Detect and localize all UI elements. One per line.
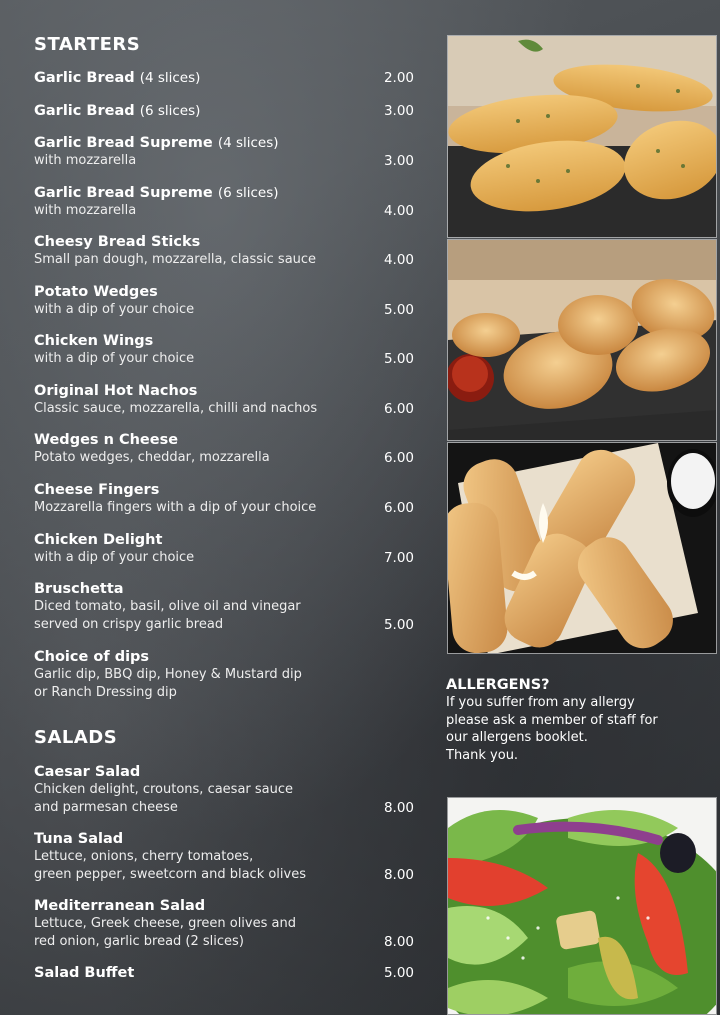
item-description: Diced tomato, basil, olive oil and vinegar	[34, 599, 301, 614]
menu-item-garlic-bread-supreme-6	[34, 185, 414, 220]
item-price: 8.00	[383, 800, 414, 816]
item-description-line2: red onion, garlic bread (2 slices)	[34, 934, 244, 949]
item-description: Small pan dough, mozzarella, classic sauce	[34, 252, 317, 267]
item-description: Lettuce, Greek cheese, green olives and	[34, 916, 296, 931]
allergens-line: please ask a member of staff for	[446, 712, 658, 728]
item-description-line2: or Ranch Dressing dip	[34, 685, 177, 700]
menu-item-garlic-bread-4	[34, 70, 414, 87]
item-note: (6 slices)	[139, 103, 201, 119]
item-name: Bruschetta	[34, 581, 124, 597]
allergens-line: If you suffer from any allergy	[446, 695, 635, 710]
item-price: 5.00	[383, 351, 414, 367]
item-description: with a dip of your choice	[34, 351, 195, 366]
item-description: Chicken delight, croutons, caesar sauce	[34, 782, 294, 797]
item-name: Garlic Bread Supreme	[34, 135, 213, 151]
item-description-line2: green pepper, sweetcorn and black olives	[34, 867, 306, 882]
menu-item-mediterranean-salad	[34, 898, 414, 951]
menu-item-garlic-bread-6	[34, 103, 414, 120]
item-name: Choice of dips	[34, 649, 150, 665]
item-note: (6 slices)	[217, 185, 279, 201]
menu-item-tuna-salad	[34, 831, 414, 884]
item-price: 6.00	[383, 401, 414, 417]
item-description: Lettuce, onions, cherry tomatoes,	[34, 849, 254, 864]
menu-item-garlic-bread-supreme-4	[34, 135, 414, 170]
item-price: 3.00	[383, 103, 414, 119]
item-price: 2.00	[383, 70, 414, 86]
item-description: with mozzarella	[34, 203, 137, 218]
item-name: Mediterranean Salad	[34, 898, 206, 914]
item-name: Chicken Wings	[34, 333, 154, 349]
item-description: with mozzarella	[34, 153, 137, 168]
menu-item-original-hot-nachos	[34, 383, 414, 418]
menu-item-caesar-salad	[34, 764, 414, 817]
starters-heading: STARTERS	[34, 34, 141, 55]
menu-item-choice-of-dips	[34, 649, 414, 702]
item-name: Chicken Delight	[34, 532, 163, 548]
item-description-line2: and parmesan cheese	[34, 800, 178, 815]
menu-item-cheesy-bread-sticks	[34, 234, 414, 269]
item-name: Garlic Bread	[34, 70, 135, 86]
item-price: 6.00	[383, 450, 414, 466]
item-name: Cheese Fingers	[34, 482, 160, 498]
chicken-wings-photo	[447, 239, 717, 441]
garlic-bread-photo	[447, 35, 717, 238]
cheese-fingers-photo	[447, 442, 717, 654]
item-price: 8.00	[383, 934, 414, 950]
allergens-notice	[446, 676, 716, 764]
item-description: Mozzarella fingers with a dip of your choice	[34, 500, 317, 515]
item-name: Potato Wedges	[34, 284, 158, 300]
item-description: with a dip of your choice	[34, 550, 195, 565]
item-price: 5.00	[383, 302, 414, 318]
item-name: Caesar Salad	[34, 764, 141, 780]
item-note: (4 slices)	[139, 70, 201, 86]
item-price: 4.00	[383, 252, 414, 268]
menu-item-potato-wedges	[34, 284, 414, 319]
item-price: 4.00	[383, 203, 414, 219]
item-description: Potato wedges, cheddar, mozzarella	[34, 450, 270, 465]
menu-item-chicken-wings	[34, 333, 414, 368]
item-name: Garlic Bread	[34, 103, 135, 119]
salad-photo	[447, 797, 717, 1015]
item-price: 7.00	[383, 550, 414, 566]
item-name: Tuna Salad	[34, 831, 124, 847]
item-note: (4 slices)	[217, 135, 279, 151]
menu-item-cheese-fingers	[34, 482, 414, 517]
item-description-line2: served on crispy garlic bread	[34, 617, 224, 632]
item-name: Cheesy Bread Sticks	[34, 234, 201, 250]
allergens-title: ALLERGENS?	[446, 677, 550, 693]
item-description: Classic sauce, mozzarella, chilli and nachos	[34, 401, 318, 416]
item-description: with a dip of your choice	[34, 302, 195, 317]
item-price: 6.00	[383, 500, 414, 516]
menu-item-bruschetta	[34, 581, 414, 634]
item-price: 8.00	[383, 867, 414, 883]
item-price: 5.00	[383, 617, 414, 633]
menu-item-chicken-delight	[34, 532, 414, 567]
menu-item-wedges-n-cheese	[34, 432, 414, 467]
allergens-line: Thank you.	[446, 747, 519, 763]
item-name: Wedges n Cheese	[34, 432, 179, 448]
salads-heading: SALADS	[34, 727, 118, 748]
allergens-line: our allergens booklet.	[446, 730, 588, 745]
item-price: 3.00	[383, 153, 414, 169]
item-description: Garlic dip, BBQ dip, Honey & Mustard dip	[34, 667, 302, 682]
menu-item-salad-buffet	[34, 965, 414, 982]
item-name: Garlic Bread Supreme	[34, 185, 213, 201]
item-price: 5.00	[383, 965, 414, 981]
item-name: Original Hot Nachos	[34, 383, 198, 399]
item-name: Salad Buffet	[34, 965, 135, 981]
